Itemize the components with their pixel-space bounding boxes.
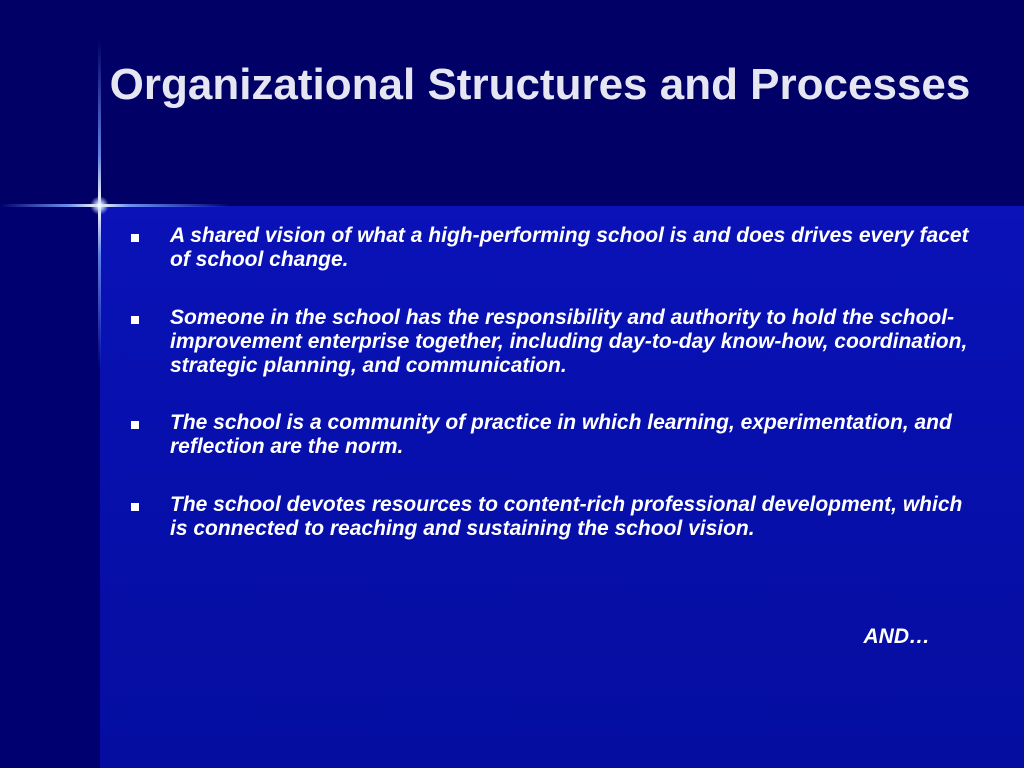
bullet-text: A shared vision of what a high-performing school is and does drives every facet of school change. [170,224,969,271]
square-bullet-icon [131,316,139,324]
left-margin-strip [0,206,100,768]
bullet-item [128,411,968,459]
bullet-item [128,306,968,378]
square-bullet-icon [131,503,139,511]
sparkle-core [90,196,109,215]
closing-text: AND… [863,625,930,648]
bullet-item [128,493,968,541]
square-bullet-icon [131,234,139,242]
bullet-item [128,224,968,272]
bullet-text: The school is a community of practice in which learning, experimentation, and reflection are the norm. [170,411,952,458]
bullet-text: Someone in the school has the responsibility and authority to hold the school-improvement enterprise together, including day-to-day know-how, coordination, strategic planning, and communication. [170,306,968,377]
bullet-text: The school devotes resources to content-rich professional development, which is connected to reaching and sustaining the school vision. [170,493,963,540]
bullet-list [128,224,968,575]
sparkle-horizontal-ray [0,204,230,207]
square-bullet-icon [131,421,139,429]
slide-title: Organizational Structures and Processes [109,60,971,109]
